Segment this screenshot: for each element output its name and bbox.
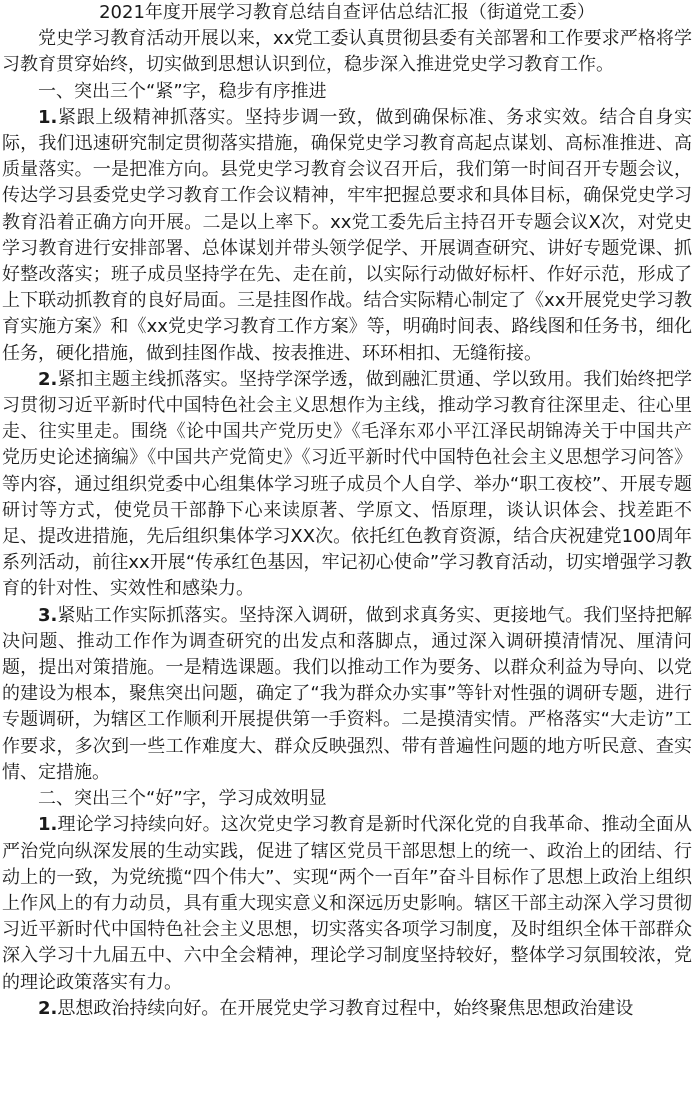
item-number: 2. [38,997,58,1019]
item-text: 紧跟上级精神抓落实。坚持步调一致，做到确保标准、务求实效。结合自身实际，我们迅速研究制定贯彻落实措施，确保党史学习教育高起点谋划、高标准推进、高质量落实。一是把准方向。县党史学习教育会议召开后，我们第一时间召开专题会议，传达学习县委党史学习教育工作会议精神，牢牢把握总要求和具体目标，确保党史学习教育沿着正确方向开展。二是以上率下。xx党工委先后主持召开专题会议X次，对党史学习教育进行安排部署、总体谋划并带头领学促学、开展调查研究、讲好专题党课、抓好整改落实；班子成员坚持学在先、走在前，以实际行动做好标杆、作好示范，形成了上下联动抓教育的良好局面。三是挂图作战。结合实际精心制定了《xx开展党史学习教育实施方案》和《xx党史学习教育工作方案》等，明确时间表、路线图和任务书，细化任务，硬化措施，做到挂图作战、按表推进、环环相扣、无缝衔接。 [2,106,692,364]
section-1-item-1 [2,105,692,367]
item-text: 思想政治持续向好。在开展党史学习教育过程中，始终聚焦思想政治建设 [57,997,634,1019]
section-2-item-1 [2,812,692,995]
intro-paragraph: 党史学习教育活动开展以来，xx党工委认真贯彻县委有关部署和工作要求严格将学习教育贯穿始终，切实做到思想认识到位，稳步深入推进党史学习教育工作。 [2,28,692,76]
item-number: 2. [38,368,58,390]
item-text: 紧贴工作实际抓落实。坚持深入调研，做到求真务实、更接地气。我们坚持把解决问题、推动工作作为调查研究的出发点和落脚点，通过深入调研摸清情况、厘清问题，提出对策措施。一是精选课题。我们以推动工作为要务、以群众利益为导向、以党的建设为根本，聚焦突出问题，确定了“我为群众办实事”等针对性强的调研专题，进行专题调研，为辖区工作顺利开展提供第一手资料。二是摸清实情。严格落实“大走访”工作要求，多次到一些工作难度大、群众反映强烈、带有普遍性问题的地方听民意、查实情、定措施。 [2,604,692,783]
item-number: 1. [38,106,58,128]
section-1-heading: 一、突出三个“紧”字，稳步有序推进 [38,80,327,102]
item-text: 理论学习持续向好。这次党史学习教育是新时代深化党的自我革命、推动全面从严治党向纵深发展的生动实践，促进了辖区党员干部思想上的统一、政治上的团结、行动上的一致，为党统揽“四个伟大”、实现“两个一百年”奋斗目标作了思想上政治上组织上作风上的有力动员，具有重大现实意义和深远历史影响。辖区干部主动深入学习贯彻习近平新时代中国特色社会主义思想，切实落实各项学习制度，及时组织全体干部群众深入学习十九届五中、六中全会精神，理论学习制度坚持较好，整体学习氛围较浓，党的理论政策落实有力。 [2,814,693,993]
section-1-item-2 [2,367,692,603]
document-title: 2021年度开展学习教育总结自查评估总结汇报（街道党工委） [99,2,595,23]
section-1-item-3 [2,603,692,786]
item-number: 3. [38,604,58,626]
item-text: 紧扣主题主线抓落实。坚持学深学透，做到融汇贯通、学以致用。我们始终把学习贯彻习近平新时代中国特色社会主义思想作为主线，推动学习教育往深里走、往心里走、往实里走。围绕《论中国共产党历史》《毛泽东邓小平江泽民胡锦涛关于中国共产党历史论述摘编》《中国共产党简史》《习近平新时代中国特色社会主义思想学习问答》等内容，通过组织党委中心组集体学习班子成员个人自学、举办“职工夜校”、开展专题研讨等方式，使党员干部静下心来读原著、学原文、悟原理，谈认识体会、找差距不足、提改进措施，先后组织集体学习XX次。依托红色教育资源，结合庆祝建党100周年系列活动，前往xx开展“传承红色基因，牢记初心使命”学习教育活动，切实增强学习教育的针对性、实效性和感染力。 [2,368,692,600]
item-number: 1. [38,814,58,836]
section-2-heading: 二、突出三个“好”字，学习成效明显 [38,788,327,810]
section-2-item-2 [2,996,692,1022]
